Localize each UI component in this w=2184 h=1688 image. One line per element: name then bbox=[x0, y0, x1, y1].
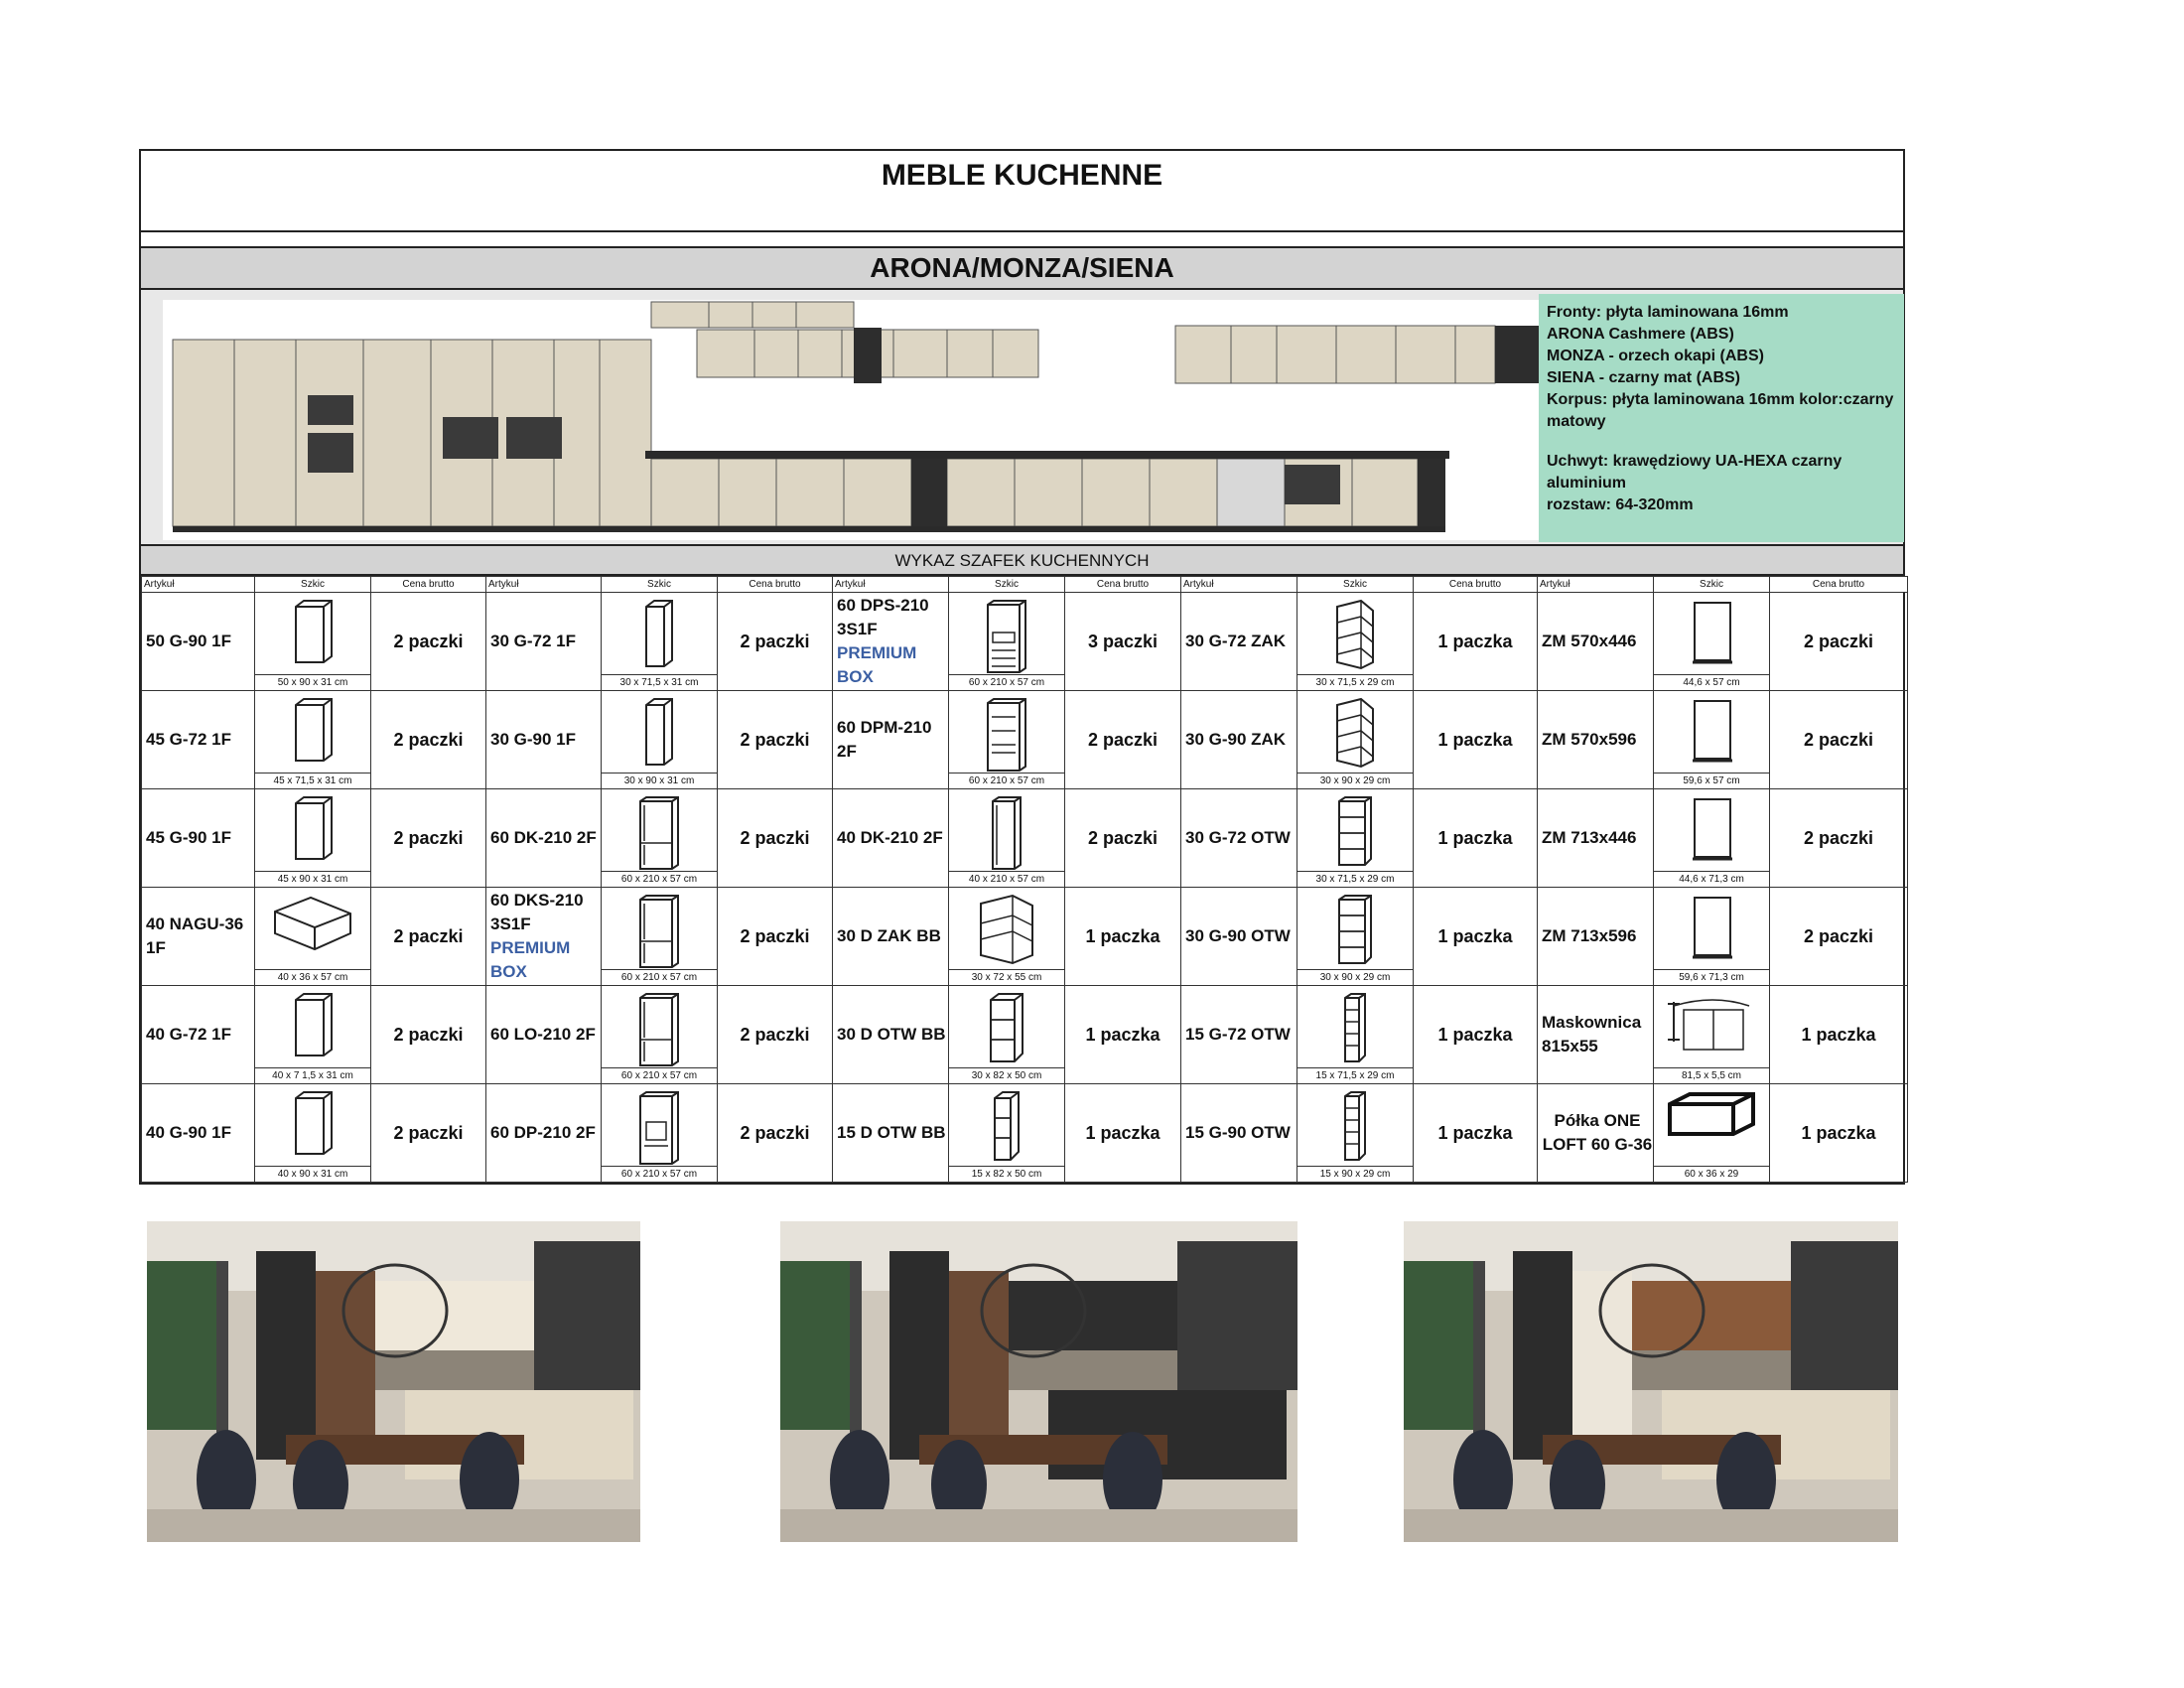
sketch-cell bbox=[949, 691, 1065, 789]
rounded-shelf-end-icon bbox=[1331, 697, 1379, 769]
tall-fridge-cabinet-icon bbox=[636, 992, 682, 1067]
overview-section bbox=[141, 290, 1903, 546]
price-cell: 1 paczka bbox=[1414, 789, 1538, 888]
dimension-label: 60 x 210 x 57 cm bbox=[602, 871, 717, 887]
price-cell: 1 paczka bbox=[1065, 888, 1181, 986]
sketch-cell bbox=[255, 986, 371, 1084]
tall-oven-cabinet-icon bbox=[636, 1090, 682, 1166]
page-title: MEBLE KUCHENNE bbox=[881, 159, 1163, 192]
dimension-label: 59,6 x 57 cm bbox=[1654, 773, 1769, 788]
dimension-label: 40 x 90 x 31 cm bbox=[255, 1166, 370, 1182]
dimension-label: 45 x 71,5 x 31 cm bbox=[255, 773, 370, 788]
article-cell bbox=[1181, 593, 1297, 691]
sketch-cell bbox=[1654, 1084, 1770, 1183]
column-header-price: Cena brutto bbox=[1770, 577, 1908, 593]
article-code: 30 G-90 1F bbox=[490, 730, 576, 749]
title-box bbox=[141, 151, 1903, 232]
cabinet-table bbox=[141, 576, 1908, 1183]
price-cell: 2 paczki bbox=[1770, 789, 1908, 888]
rounded-base-end-icon bbox=[977, 894, 1036, 965]
table-row bbox=[142, 888, 1908, 986]
price-cell: 3 paczki bbox=[1065, 593, 1181, 691]
price-cell: 1 paczka bbox=[1414, 593, 1538, 691]
tall-narrow-cabinet-icon bbox=[989, 795, 1024, 871]
price-cell: 2 paczki bbox=[1065, 789, 1181, 888]
sketch-cell bbox=[1297, 888, 1414, 986]
spacer-row bbox=[141, 232, 1903, 248]
column-header-price: Cena brutto bbox=[1414, 577, 1538, 593]
column-header-article: Artykuł bbox=[1538, 577, 1654, 593]
article-cell bbox=[833, 986, 949, 1084]
column-header-price: Cena brutto bbox=[1065, 577, 1181, 593]
tall-oven-microwave-icon bbox=[984, 697, 1029, 773]
article-code: ZM 713x446 bbox=[1542, 828, 1637, 847]
article-cell bbox=[142, 691, 255, 789]
sketch-cell bbox=[1654, 593, 1770, 691]
article-code: 30 G-72 1F bbox=[490, 632, 576, 650]
sketch-cell bbox=[255, 888, 371, 986]
dimension-label: 30 x 90 x 31 cm bbox=[602, 773, 717, 788]
dimension-label: 15 x 90 x 29 cm bbox=[1297, 1166, 1413, 1182]
spec-line: Korpus: płyta laminowana 16mm kolor:czarny matowy bbox=[1547, 391, 1894, 430]
dishwasher-front-icon bbox=[1687, 599, 1736, 666]
wall-cabinet-1door-icon bbox=[290, 1090, 336, 1156]
dimension-label: 60 x 210 x 57 cm bbox=[602, 1067, 717, 1083]
sketch-cell bbox=[602, 789, 718, 888]
article-cell bbox=[1181, 691, 1297, 789]
sketch-cell bbox=[602, 1084, 718, 1183]
dimension-label: 60 x 210 x 57 cm bbox=[602, 969, 717, 985]
dishwasher-front-icon bbox=[1687, 697, 1736, 765]
price-cell: 1 paczka bbox=[1414, 691, 1538, 789]
article-code: 40 G-72 1F bbox=[146, 1025, 231, 1044]
article-cell bbox=[142, 888, 255, 986]
sketch-cell bbox=[1654, 888, 1770, 986]
article-code: 40 NAGU-36 1F bbox=[146, 914, 244, 957]
article-code: 40 DK-210 2F bbox=[837, 828, 943, 847]
sketch-cell bbox=[949, 789, 1065, 888]
column-header-article: Artykuł bbox=[142, 577, 255, 593]
sketch-cell bbox=[255, 593, 371, 691]
series-title: ARONA/MONZA/SIENA bbox=[141, 248, 1903, 290]
sketch-cell bbox=[1654, 789, 1770, 888]
spec-line: MONZA - orzech okapi (ABS) bbox=[1547, 348, 1764, 364]
article-cell bbox=[1538, 691, 1654, 789]
article-cell bbox=[833, 789, 949, 888]
sketch-cell bbox=[949, 888, 1065, 986]
article-cell bbox=[486, 593, 602, 691]
article-code: Maskownica 815x55 bbox=[1542, 1013, 1642, 1055]
article-code: 40 G-90 1F bbox=[146, 1123, 231, 1142]
dimension-label: 60 x 210 x 57 cm bbox=[602, 1166, 717, 1182]
price-cell: 2 paczki bbox=[1065, 691, 1181, 789]
dimension-label: 30 x 71,5 x 29 cm bbox=[1297, 871, 1413, 887]
dimension-label: 50 x 90 x 31 cm bbox=[255, 674, 370, 690]
dishwasher-front-icon bbox=[1687, 795, 1736, 863]
article-code: 30 D OTW BB bbox=[837, 1025, 946, 1044]
dimension-label: 81,5 x 5,5 cm bbox=[1654, 1067, 1769, 1083]
price-cell: 2 paczki bbox=[371, 593, 486, 691]
dimension-label: 30 x 71,5 x 31 cm bbox=[602, 674, 717, 690]
spec-line: rozstaw: 64-320mm bbox=[1547, 496, 1694, 513]
table-row bbox=[142, 691, 1908, 789]
dimension-label: 40 x 210 x 57 cm bbox=[949, 871, 1064, 887]
dishwasher-front-icon bbox=[1687, 894, 1736, 961]
sketch-cell bbox=[1654, 986, 1770, 1084]
sketch-cell bbox=[602, 888, 718, 986]
spec-line: Fronty: płyta laminowana 16mm bbox=[1547, 304, 1789, 321]
article-cell bbox=[486, 986, 602, 1084]
article-code: 15 G-90 OTW bbox=[1185, 1123, 1291, 1142]
table-row bbox=[142, 593, 1908, 691]
premium-box-label: PREMIUM BOX bbox=[490, 938, 571, 981]
article-cell bbox=[1538, 1084, 1654, 1183]
column-header-article: Artykuł bbox=[486, 577, 602, 593]
narrow-wall-cabinet-icon bbox=[642, 697, 676, 767]
tall-oven-drawers-icon bbox=[984, 599, 1029, 674]
price-cell: 1 paczka bbox=[1770, 986, 1908, 1084]
article-code: 30 G-90 ZAK bbox=[1185, 730, 1287, 749]
open-shelf-unit-icon bbox=[1335, 894, 1375, 965]
article-code: 60 DKS-210 3S1F bbox=[490, 891, 584, 933]
dimension-label: 30 x 71,5 x 29 cm bbox=[1297, 674, 1413, 690]
article-cell bbox=[1181, 888, 1297, 986]
article-cell bbox=[486, 888, 602, 986]
article-cell bbox=[142, 986, 255, 1084]
column-header-sketch: Szkic bbox=[602, 577, 718, 593]
premium-box-label: PREMIUM BOX bbox=[837, 643, 917, 686]
catalog-sheet bbox=[139, 149, 1905, 1185]
article-code: 30 G-72 ZAK bbox=[1185, 632, 1287, 650]
article-code: ZM 570x596 bbox=[1542, 730, 1637, 749]
spec-line: ARONA Cashmere (ABS) bbox=[1547, 326, 1734, 343]
price-cell: 1 paczka bbox=[1770, 1084, 1908, 1183]
sketch-cell bbox=[255, 691, 371, 789]
article-code: 15 D OTW BB bbox=[837, 1123, 946, 1142]
column-header-article: Artykuł bbox=[1181, 577, 1297, 593]
price-cell: 2 paczki bbox=[371, 1084, 486, 1183]
article-code: 60 DPM-210 2F bbox=[837, 718, 932, 761]
sketch-cell bbox=[949, 1084, 1065, 1183]
price-cell: 2 paczki bbox=[718, 691, 833, 789]
sketch-cell bbox=[949, 986, 1065, 1084]
dimension-label: 30 x 90 x 29 cm bbox=[1297, 773, 1413, 788]
price-cell: 1 paczka bbox=[1414, 986, 1538, 1084]
article-code: 30 D ZAK BB bbox=[837, 926, 941, 945]
spec-line: SIENA - czarny mat (ABS) bbox=[1547, 369, 1740, 386]
spec-line: Uchwyt: krawędziowy UA-HEXA czarny aluminium bbox=[1547, 453, 1843, 492]
kitchen-photo-siena bbox=[780, 1221, 1297, 1542]
article-cell bbox=[486, 789, 602, 888]
table-row bbox=[142, 1084, 1908, 1183]
open-shelf-unit-icon bbox=[1335, 795, 1375, 867]
price-cell: 1 paczka bbox=[1414, 1084, 1538, 1183]
article-cell bbox=[1181, 986, 1297, 1084]
column-header-sketch: Szkic bbox=[1297, 577, 1414, 593]
article-cell bbox=[833, 888, 949, 986]
sketch-cell bbox=[1297, 593, 1414, 691]
dimension-label: 44,6 x 71,3 cm bbox=[1654, 871, 1769, 887]
dimension-label: 15 x 82 x 50 cm bbox=[949, 1166, 1064, 1182]
article-cell bbox=[486, 1084, 602, 1183]
dimension-label: 15 x 71,5 x 29 cm bbox=[1297, 1067, 1413, 1083]
price-cell: 2 paczki bbox=[1770, 691, 1908, 789]
article-code: Półka ONE LOFT 60 G-36 bbox=[1542, 1111, 1653, 1154]
column-header-article: Artykuł bbox=[833, 577, 949, 593]
article-code: ZM 713x596 bbox=[1542, 926, 1637, 945]
article-code: 45 G-90 1F bbox=[146, 828, 231, 847]
wall-cabinet-1door-icon bbox=[290, 697, 336, 763]
column-header-price: Cena brutto bbox=[718, 577, 833, 593]
dimension-label: 60 x 210 x 57 cm bbox=[949, 674, 1064, 690]
article-cell bbox=[833, 1084, 949, 1183]
article-cell bbox=[142, 789, 255, 888]
dimension-label: 30 x 82 x 50 cm bbox=[949, 1067, 1064, 1083]
price-cell: 2 paczki bbox=[371, 691, 486, 789]
sketch-cell bbox=[1297, 789, 1414, 888]
price-cell: 1 paczka bbox=[1065, 1084, 1181, 1183]
price-cell: 2 paczki bbox=[1770, 888, 1908, 986]
dimension-label: 44,6 x 57 cm bbox=[1654, 674, 1769, 690]
price-cell: 2 paczki bbox=[718, 986, 833, 1084]
sketch-cell bbox=[1654, 691, 1770, 789]
narrow-wall-cabinet-icon bbox=[642, 599, 676, 668]
price-cell: 2 paczki bbox=[371, 789, 486, 888]
article-cell bbox=[833, 691, 949, 789]
kitchen-layout-render bbox=[163, 300, 1543, 540]
article-cell bbox=[486, 691, 602, 789]
price-cell: 2 paczki bbox=[371, 888, 486, 986]
dimension-label: 45 x 90 x 31 cm bbox=[255, 871, 370, 887]
table-row bbox=[142, 789, 1908, 888]
price-cell: 1 paczka bbox=[1414, 888, 1538, 986]
cabinet-list-title: WYKAZ SZAFEK KUCHENNYCH bbox=[141, 546, 1903, 576]
table-body bbox=[142, 593, 1908, 1183]
sketch-cell bbox=[949, 593, 1065, 691]
rounded-shelf-end-icon bbox=[1331, 599, 1379, 670]
slim-shelf-unit-icon bbox=[1341, 1090, 1369, 1162]
article-cell bbox=[142, 593, 255, 691]
sketch-cell bbox=[1297, 986, 1414, 1084]
article-cell bbox=[1181, 1084, 1297, 1183]
dimension-label: 30 x 72 x 55 cm bbox=[949, 969, 1064, 985]
article-code: 60 LO-210 2F bbox=[490, 1025, 596, 1044]
article-code: 60 DK-210 2F bbox=[490, 828, 597, 847]
article-code: 30 G-72 OTW bbox=[1185, 828, 1291, 847]
sketch-cell bbox=[602, 986, 718, 1084]
article-cell bbox=[1538, 593, 1654, 691]
spec-spacer bbox=[1547, 433, 1896, 451]
article-code: ZM 570x446 bbox=[1542, 632, 1637, 650]
hood-cabinet-icon bbox=[271, 894, 354, 953]
column-header-sketch: Szkic bbox=[949, 577, 1065, 593]
kitchen-photo-arona bbox=[147, 1221, 640, 1542]
article-code: 50 G-90 1F bbox=[146, 632, 231, 650]
article-cell bbox=[1181, 789, 1297, 888]
kitchen-photo-monza bbox=[1404, 1221, 1898, 1542]
article-cell bbox=[1538, 986, 1654, 1084]
price-cell: 2 paczki bbox=[718, 789, 833, 888]
column-header-sketch: Szkic bbox=[1654, 577, 1770, 593]
sketch-cell bbox=[255, 789, 371, 888]
table-header bbox=[142, 577, 1908, 593]
price-cell: 2 paczki bbox=[1770, 593, 1908, 691]
dimension-label: 40 x 7 1,5 x 31 cm bbox=[255, 1067, 370, 1083]
tall-fridge-cabinet-icon bbox=[636, 894, 682, 969]
sink-cover-panel-icon bbox=[1664, 992, 1759, 1055]
sketch-cell bbox=[602, 691, 718, 789]
dimension-label: 30 x 90 x 29 cm bbox=[1297, 969, 1413, 985]
article-cell bbox=[833, 593, 949, 691]
table-row bbox=[142, 986, 1908, 1084]
article-code: 60 DPS-210 3S1F bbox=[837, 596, 929, 638]
price-cell: 2 paczki bbox=[718, 593, 833, 691]
article-code: 15 G-72 OTW bbox=[1185, 1025, 1291, 1044]
table-header-row bbox=[142, 577, 1908, 593]
dimension-label: 40 x 36 x 57 cm bbox=[255, 969, 370, 985]
dimension-label: 59,6 x 71,3 cm bbox=[1654, 969, 1769, 985]
sketch-cell bbox=[255, 1084, 371, 1183]
price-cell: 1 paczka bbox=[1065, 986, 1181, 1084]
article-code: 60 DP-210 2F bbox=[490, 1123, 596, 1142]
wall-cabinet-1door-icon bbox=[290, 599, 336, 664]
article-cell bbox=[1538, 888, 1654, 986]
sketch-cell bbox=[602, 593, 718, 691]
dimension-label: 60 x 210 x 57 cm bbox=[949, 773, 1064, 788]
slim-shelf-unit-icon bbox=[1341, 992, 1369, 1063]
specification-box bbox=[1539, 294, 1904, 542]
article-code: 45 G-72 1F bbox=[146, 730, 231, 749]
loft-shelf-icon bbox=[1664, 1090, 1759, 1142]
wall-cabinet-1door-icon bbox=[290, 795, 336, 861]
price-cell: 2 paczki bbox=[371, 986, 486, 1084]
sketch-cell bbox=[1297, 1084, 1414, 1183]
price-cell: 2 paczki bbox=[718, 888, 833, 986]
slim-base-unit-icon bbox=[991, 1090, 1023, 1162]
tall-fridge-cabinet-icon bbox=[636, 795, 682, 871]
column-header-price: Cena brutto bbox=[371, 577, 486, 593]
article-code: 30 G-90 OTW bbox=[1185, 926, 1291, 945]
open-base-unit-icon bbox=[987, 992, 1026, 1063]
price-cell: 2 paczki bbox=[718, 1084, 833, 1183]
article-cell bbox=[1538, 789, 1654, 888]
wall-cabinet-1door-icon bbox=[290, 992, 336, 1057]
article-cell bbox=[142, 1084, 255, 1183]
sketch-cell bbox=[1297, 691, 1414, 789]
dimension-label: 60 x 36 x 29 bbox=[1654, 1166, 1769, 1182]
column-header-sketch: Szkic bbox=[255, 577, 371, 593]
